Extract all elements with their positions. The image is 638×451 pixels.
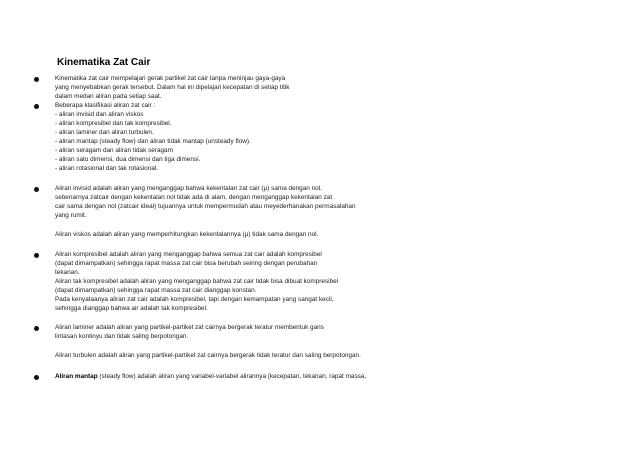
- bullet-icon: [34, 104, 39, 109]
- text-line: - aliran kompresibel dan tak kompresibel.: [55, 120, 172, 127]
- bullet-icon: [34, 77, 39, 82]
- text-line: Beberapa klasifikasi aliran zat cair :: [55, 102, 156, 109]
- text-line: (dapat dimampatkan) sehingga rapat massa zat cair dianggap konstan.: [55, 287, 257, 294]
- text-line: - aliran seragam dan aliran tidak seragam: [55, 147, 173, 154]
- text-line: (dapat dimampatkan) sehingga rapat massa zat cair bisa berubah seiring dengan perubahan: [55, 260, 318, 267]
- text-line: lintasan kontinyu dan tidak saling berpotongan.: [55, 333, 189, 340]
- text-line: - aliran laminer dan aliran turbulen.: [55, 129, 154, 136]
- text-line: sebenarnya zatcair dengan kekentalan nol tidak ada di alam, dengan menganggap kekentalan zat: [55, 194, 333, 201]
- bold-term: Aliran mantap: [55, 373, 98, 380]
- page-title: Kinematika Zat Cair: [57, 57, 151, 68]
- text-line: Aliran tak kompresibel adalah aliran yang menganggap bahwa zat cair tidak bisa dibuat kompresibel: [55, 278, 339, 285]
- text-line: - aliran satu dimensi, dua dimensi dan tiga dimensi.: [55, 156, 201, 163]
- text-line: Aliran laminer adalah aliran yang partikel-partikel zat cairnya bergerak teratur membentuk garis: [55, 324, 324, 331]
- text-line: Aliran viskos adalah aliran yang memperhitungkan kekentalannya (μ) tidak sama dengan nol.: [55, 231, 319, 238]
- text-line: Aliran invisid adalah aliran yang menganggap bahwa kekentalan zat cair (μ) sama dengan nol.: [55, 185, 322, 192]
- text-span: (steady flow) adalah aliran yang variabel-variabel alirannya (kecepatan, tekanan, rapat massa,: [97, 373, 367, 380]
- text-line: Kinematika zat cair mempelajari gerak partikel zat cair tanpa meninjau gaya-gaya: [55, 75, 286, 82]
- text-line: yang rumit.: [55, 212, 87, 219]
- text-line: Aliran turbulen adalah aliran yang partikel-partikel zat cairnya bergerak tidak teratur dan saling berpotongan.: [55, 352, 361, 359]
- text-line: [55, 373, 366, 381]
- bullet-icon: [34, 375, 39, 380]
- bullet-icon: [34, 253, 39, 258]
- text-line: yang menyebabkan gerak tersebut. Dalam hal ini dipelajari kecepatan di setiap titik: [55, 84, 290, 91]
- text-line: cair sama dengan nol (zatcair ideal) tujuannya untuk mempermudah atau meyederhanakan permasalahan: [55, 203, 356, 210]
- text-line: Pada kenyataanya aliran zat cair adalah kompresibel, tapi dengan kemampatan yang sangat kecil,: [55, 296, 334, 303]
- text-line: Aliran kompresibel adalah aliran yang menganggap bahwa semua zat cair adalah kompresibel: [55, 251, 322, 258]
- text-line: - aliran invisid dan aliran viskos: [55, 111, 144, 118]
- text-line: sehingga dianggap bahwa air adalah tak kompresibel.: [55, 305, 208, 312]
- bullet-icon: [34, 326, 39, 331]
- bullet-icon: [34, 187, 39, 192]
- text-line: dalam medan aliran pada setiap saat.: [55, 93, 162, 100]
- text-line: - aliran rotasional dan tak rotasional.: [55, 165, 159, 172]
- text-line: - aliran mantap (steady flow) dan aliran tidak mantap (unsteady flow).: [55, 138, 251, 145]
- text-line: tekanan.: [55, 269, 80, 276]
